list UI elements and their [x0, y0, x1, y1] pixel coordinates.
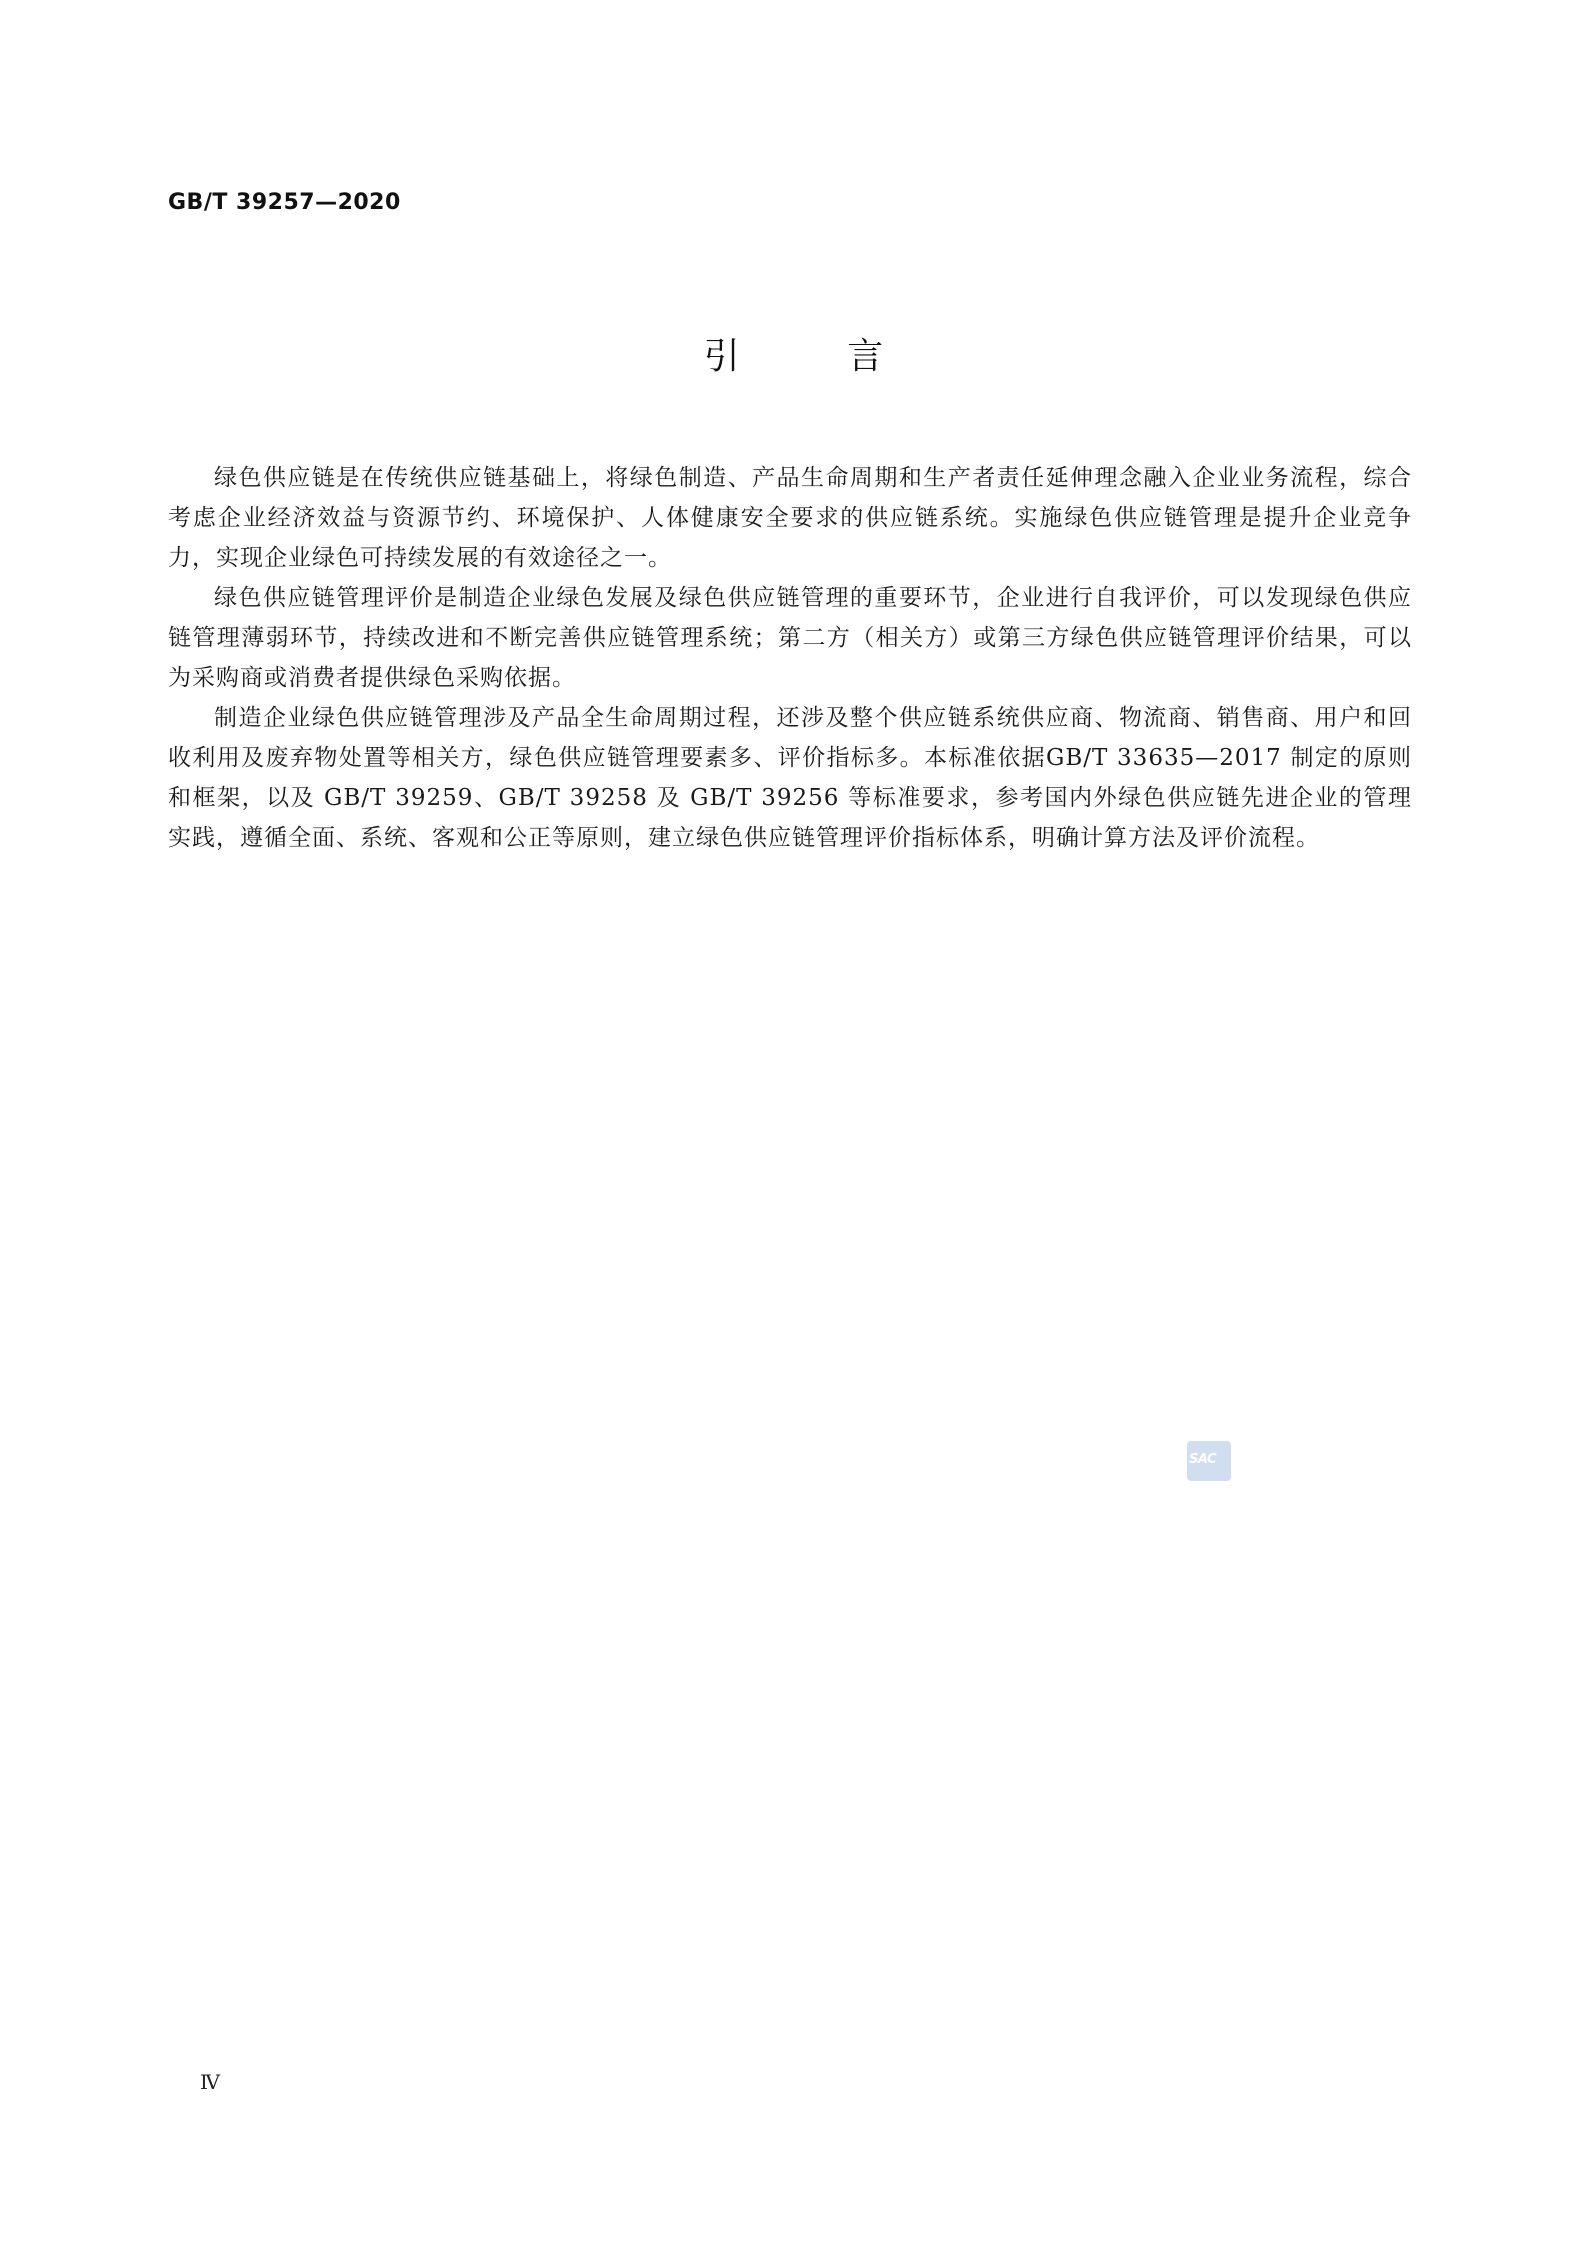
watermark-text: SAC [1189, 1452, 1217, 1467]
sac-watermark-logo [1187, 1441, 1231, 1481]
page-number: Ⅳ [200, 2070, 220, 2094]
section-title: 引 言 [703, 336, 932, 377]
paragraph-2: 绿色供应链管理评价是制造企业绿色发展及绿色供应链管理的重要环节，企业进行自我评价，可以发现绿色供应链管理薄弱环节，持续改进和不断完善供应链管理系统；第二方（相关方）或第三方绿色供应链管理评价结果，可以为采购商或消费者提供绿色采购依据。 [168, 585, 1412, 691]
standard-code: GB/T 39257—2020 [168, 190, 401, 215]
paragraph-3: 制造企业绿色供应链管理涉及产品全生命周期过程，还涉及整个供应链系统供应商、物流商、销售商、用户和回收利用及废弃物处置等相关方，绿色供应链管理要素多、评价指标多。本标准依据GB/T 33635—2017 制定的原则和框架，以及 GB/T 39259、GB/T 39258 及 GB/T 39256 等标准要求，参考国内外绿色供应链先进企业的管理实践，遵循全面、系统、客观和公正等原则，建立绿色供应链管理评价指标体系，明确计算方法及评价流程。 [168, 705, 1412, 851]
paragraph-1: 绿色供应链是在传统供应链基础上，将绿色制造、产品生命周期和生产者责任延伸理念融入企业业务流程，综合考虑企业经济效益与资源节约、环境保护、人体健康安全要求的供应链系统。实施绿色供应链管理是提升企业竞争力，实现企业绿色可持续发展的有效途径之一。 [168, 465, 1412, 571]
introduction-body [168, 458, 1412, 858]
